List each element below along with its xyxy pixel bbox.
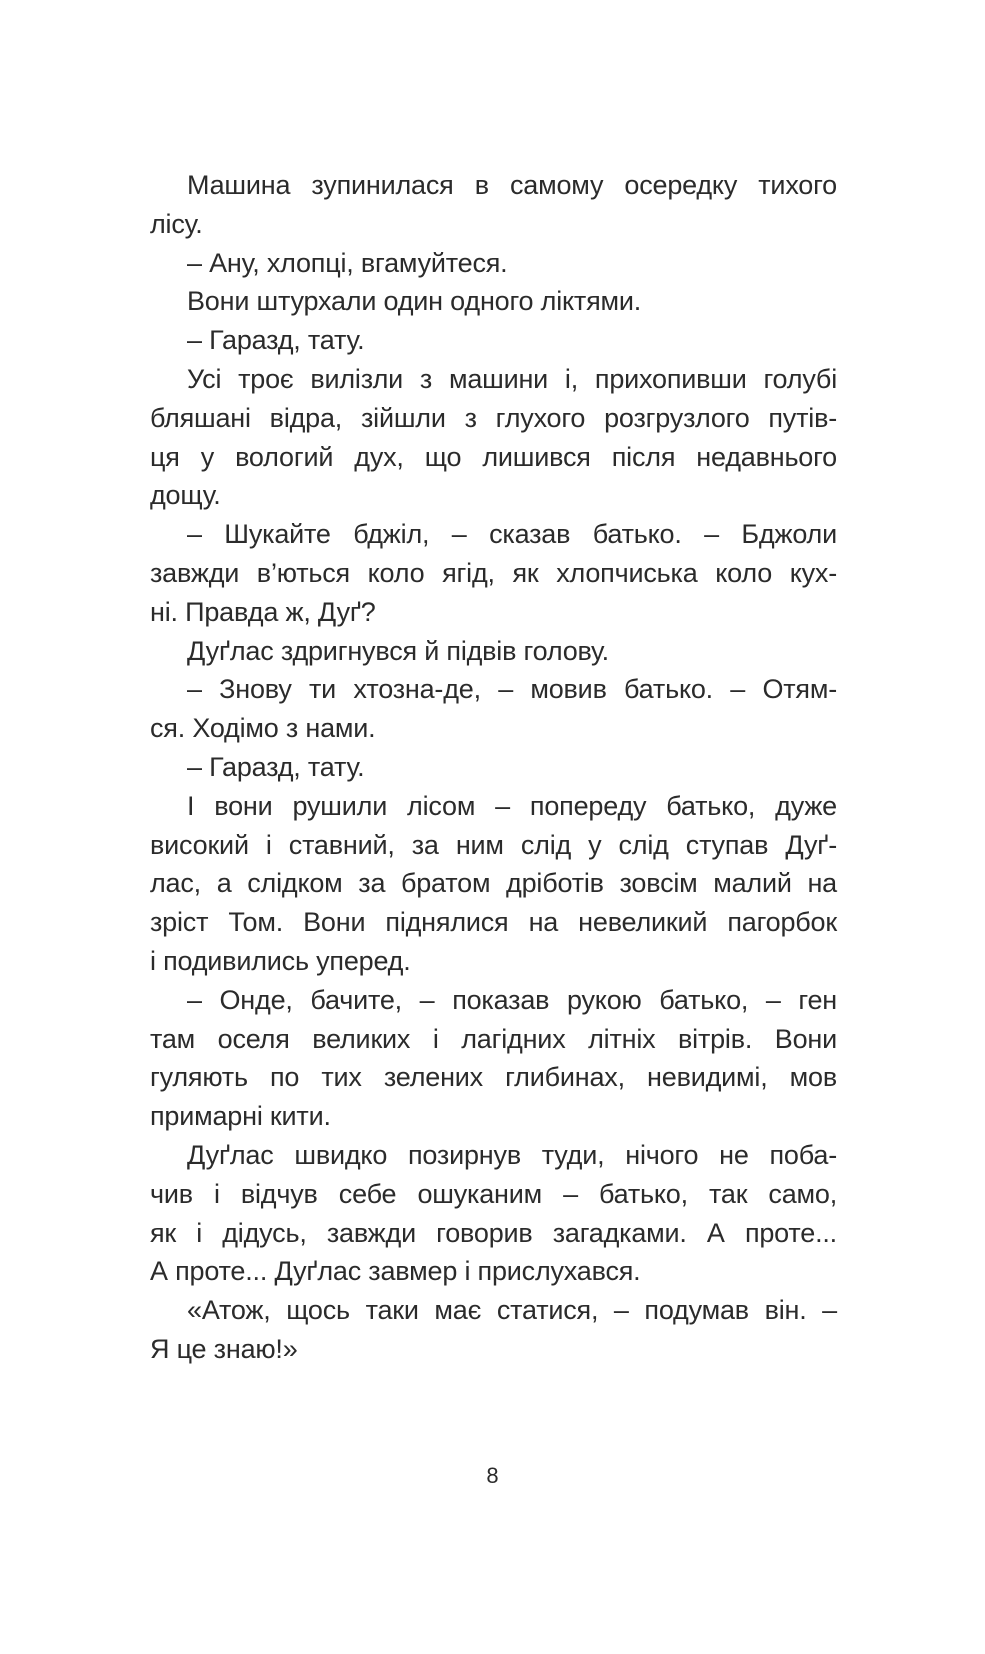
page-number: 8: [486, 1463, 499, 1488]
text-line: лас, а слідком за братом дріботів зовсім малий на: [150, 868, 837, 899]
text-line: І вони рушили лісом – попереду батько, дуже: [187, 790, 837, 821]
text-line: – Гаразд, тату.: [187, 751, 365, 782]
text-line: – Шукайте бджіл, – сказав батько. – Бджоли: [187, 519, 837, 550]
text-line: – Онде, бачите, – показав рукою батько, – ген: [187, 984, 837, 1015]
text-line: – Гаразд, тату.: [187, 325, 365, 356]
text-line: там оселя великих і лагідних літніх вітрів. Вони: [150, 1023, 837, 1054]
text-line: Дуґлас швидко позирнув туди, нічого не поба-: [187, 1139, 837, 1170]
text-line: ся. Ходімо з нами.: [150, 713, 376, 744]
text-line: Машина зупинилася в самому осередку тихого: [187, 170, 837, 200]
text-line: зріст Том. Вони піднялися на невеликий пагорбок: [150, 907, 837, 938]
text-line: чив і відчув себе ошуканим – батько, так само,: [150, 1178, 837, 1209]
text-line: як і дідусь, завжди говорив загадками. А проте...: [150, 1217, 837, 1248]
text-line: «Атож, щось таки має статися, – подумав він. –: [187, 1295, 837, 1326]
text-line: – Знову ти хтозна-де, – мовив батько. – Отям-: [187, 674, 837, 705]
text-line: завжди в’ються коло ягід, як хлопчиська коло кух-: [150, 557, 837, 588]
text-line: А проте... Дуґлас завмер і прислухався.: [150, 1256, 641, 1287]
text-line: ця у вологий дух, що лишився після недавнього: [150, 441, 837, 472]
text-line: – Ану, хлопці, вгамуйтеся.: [187, 247, 508, 278]
text-line: Вони штурхали один одного ліктями.: [187, 286, 642, 317]
text-line: лісу.: [150, 208, 203, 239]
text-line: бляшані відра, зійшли з глухого розгрузлого путів-: [150, 402, 837, 433]
text-line: дощу.: [150, 480, 221, 511]
text-line: Я це знаю!»: [150, 1333, 298, 1364]
text-line: і подивились уперед.: [150, 945, 411, 976]
text-line: Усі троє вилізли з машини і, прихопивши голубі: [187, 363, 837, 394]
text-line: Дуґлас здригнувся й підвів голову.: [187, 635, 609, 666]
text-line: примарні кити.: [150, 1101, 331, 1132]
text-line: гуляють по тих зелених глибинах, невидимі, мов: [150, 1062, 837, 1093]
text-line: високий і ставний, за ним слід у слід ступав Дуґ-: [150, 829, 837, 860]
body-text: [150, 166, 837, 1369]
text-line: ні. Правда ж, Дуґ?: [150, 596, 376, 627]
